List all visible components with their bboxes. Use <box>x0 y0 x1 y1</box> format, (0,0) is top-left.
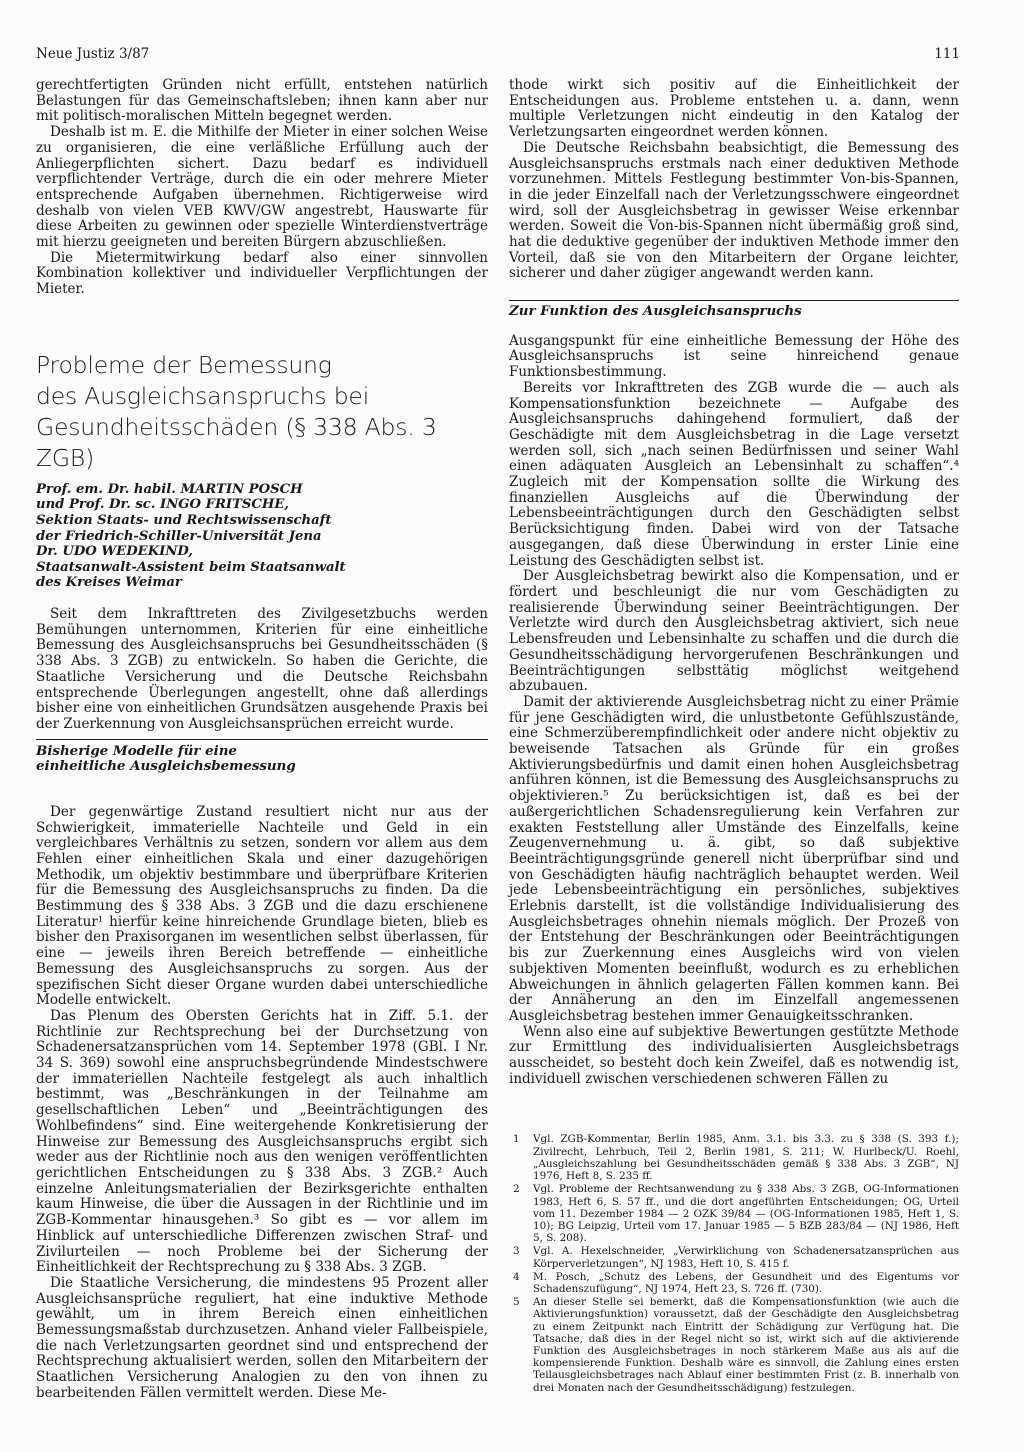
footnote-text: Vgl. A. Hexelschneider, „Verwirklichung von Schadenersatzansprüchen aus Körperverletzungen“, NJ 1983, Heft 10, S. 415 f. <box>533 1245 959 1270</box>
left-column <box>36 78 488 1402</box>
body-paragraph: Der gegenwärtige Zustand resultiert nicht nur aus der Schwierigkeit, immaterielle Nachteile und Geld in ein vergleichbares Verhältnis zu setzen, sondern vor allem aus dem Fehlen einer einheitlichen Skala und einer dazugehörigen Methodik, um objektiv bestimmbare und überprüfbare Kriterien für die Bemessung des Ausgleichsanspruchs zu finden. Da die Bestimmung des § 338 Abs. 3 ZGB und die dazu erschienene Literatur¹ hierfür keine hinreichende Grundlage bieten, blieb es bisher den Praxisorganen im wesentlichen selbst überlassen, für eine — jeweils ihren Bereich betreffende — einheitliche Bemessung des Ausgleichsanspruchs zu sorgen. Aus der spezifischen Sicht dieser Organe wurden dabei unterschiedliche Modelle entwickelt. <box>36 803 488 1009</box>
author-line: des Kreises Weimar <box>36 575 182 591</box>
section-heading-line: einheitliche Ausgleichsbemessung <box>36 758 296 775</box>
page-number: 111 <box>934 46 960 62</box>
title-line: Gesundheitsschäden (§ 338 Abs. 3 ZGB) <box>36 412 437 472</box>
footnote-number: 4 <box>513 1270 520 1283</box>
author-line: und Prof. Dr. sc. INGO FRITSCHE, <box>36 497 290 513</box>
footnote-number: 5 <box>513 1296 520 1309</box>
body-paragraph: Die Deutsche Reichsbahn beabsichtigt, die Bemessung des Ausgleichsanspruchs erstmals nach einer deduktiven Methode vorzunehmen. Mittels Festlegung bestimmter Von-bis-Spannen, in die jeder Einzelfall nach der Verletzungsschwere eingeordnet wird, soll der Ausgleichsbetrag in gewisser Weise erkennbar werden. Soweit die Von-bis-Spannen nicht übermäßig groß sind, hat die deduktive gegenüber der induktiven Methode immer den Vorteil, daß sie von den Mitarbeitern der Organe leichter, sicherer und daher zügiger angewandt werden kann. <box>509 139 959 282</box>
footnote <box>513 1296 959 1394</box>
body-paragraph: thode wirkt sich positiv auf die Einheitlichkeit der Entscheidungen aus. Probleme entstehen u. a. dann, wenn multiple Verletzungen nicht eindeutig in den Katalog der Verletzungsarten eingeordnet werden können. <box>509 77 959 141</box>
section-heading-line: Bisherige Modelle für eine <box>36 742 237 759</box>
page-header <box>36 46 960 66</box>
right-column <box>509 78 959 1395</box>
intro-paragraph: gerechtfertigten Gründen nicht erfüllt, entstehen natürlich Belastungen für das Gemeinschaftsleben; ihnen kann aber nur mit politisch-moralischen Mitteln begegnet werden. <box>36 77 488 125</box>
author-block <box>36 482 488 591</box>
section-heading: Zur Funktion des Ausgleichsanspruchs <box>509 300 959 320</box>
body-paragraph: Damit der aktivierende Ausgleichsbetrag nicht zu einer Prämie für jene Geschädigten wird, die unlustbetonte Gefühlszustände, eine Schmerzüberempfindlichkeit oder andere nicht objektiv zu beweisende Tatsachen als Gründe für ein großes Aktivierungsbedürfnis und damit einen hohen Ausgleichsbetrag anführen können, ist die Bemessung des Ausgleichsanspruchs zu objektivieren.⁵ Zu berücksichtigen ist, daß es bei der außergerichtlichen Schadensregulierung kein Verfahren zur exakten Feststellung aller Umstände des Einzelfalls, keine Zeugenvernehmung u. ä. gibt, so daß subjektive Beeinträchtigungsgründe generell nicht überprüfbar sind und von Geschädigten häufig nachträglich behauptet werden. Weil jede Lebensbeeinträchtigung ein persönliches, subjektives Erlebnis darstellt, ist die vollständige Individualisierung des Ausgleichsbetrages ohnehin niemals möglich. Der Prozeß von der Entstehung der Beschränkungen oder Beeinträchtigungen bis zur Zuerkennung eines Ausgleichs wird von vielen subjektiven Momenten beeinflußt, wodurch es zu erheblichen Abweichungen in ähnlich gelagerten Fällen kommen kann. Bei der Annäherung an den im Einzelfall angemessenen Ausgleichsbetrag bestehen immer Genauigkeitsschranken. <box>509 693 959 1024</box>
journal-issue: Neue Justiz 3/87 <box>36 46 150 62</box>
author-line: Dr. UDO WEDEKIND, <box>36 544 193 560</box>
footnote <box>513 1133 959 1182</box>
footnote <box>513 1245 959 1269</box>
author-line: Prof. em. Dr. habil. MARTIN POSCH <box>36 481 303 497</box>
footnote-number: 1 <box>513 1133 520 1146</box>
section-heading <box>36 739 488 775</box>
body-paragraph: Das Plenum des Obersten Gerichts hat in Ziff. 5.1. der Richtlinie zur Rechtsprechung bei der Durchsetzung von Schadenersatzansprüchen vom 14. September 1978 (GBl. I Nr. 34 S. 369) sowohl eine anspruchsbegründende Mindestschwere der immateriellen Nachteile festgelegt als auch inhaltlich bestimmt, was „Beschränkungen in der Teilnahme am gesellschaftlichen Leben“ und „Beeinträchtigungen des Wohlbefindens“ sind. Eine weitergehende Konkretisierung der Hinweise zur Bemessung des Ausgleichsanspruchs ergibt sich weder aus der Richtlinie noch aus den wenigen veröffentlichten gerichtlichen Entscheidungen zu § 338 Abs. 3 ZGB.² Auch einzelne Anleitungsmaterialien der Bezirksgerichte enthalten kaum Hinweise, die über die Aussagen in der Richtlinie und im ZGB-Kommentar hinausgehen.³ So gibt es — vor allem im Hinblick auf unterschiedliche Differenzen zwischen Straf- und Zivilurteilen — noch Probleme bei der Sicherung der Einheitlichkeit der Rechtsprechung zu § 338 Abs. 3 ZGB. <box>36 1007 488 1276</box>
footnote <box>513 1183 959 1244</box>
author-line: der Friedrich-Schiller-Universität Jena <box>36 528 322 544</box>
footnote-number: 3 <box>513 1245 520 1258</box>
footnote-text: An dieser Stelle sei bemerkt, daß die Kompensationsfunktion (wie auch die Aktivierungsfunktion) voraussetzt, daß der Geschädigte den Ausgleichsbetrag zu einem Zeitpunkt nach Eintritt der Schädigung zur Verfügung hat. Die Tatsache, daß dies in der Regel nicht so ist, wirkt sich auf die aktivierende Funktion des Ausgleichsbetrages in noch stärkerem Maße aus als auf die kompensierende Funktion. Deshalb wäre es sinnvoll, die Zahlung eines ersten Teilausgleichsbetrages nach Ablauf einer bestimmten Frist (z. B. innerhalb von drei Monaten nach der Gesundheitsschädigung) festzulegen. <box>533 1296 959 1394</box>
footnote-text: M. Posch, „Schutz des Lebens, der Gesundheit und des Eigentums vor Schadenszufügung“, NJ 1974, Heft 23, S. 726 ff. (730). <box>533 1270 959 1295</box>
body-paragraph: Die Staatliche Versicherung, die mindestens 95 Prozent aller Ausgleichsansprüche reguliert, hat eine induktive Methode gewählt, um in ihrem Bereich einen einheitlichen Bemessungsmaßstab durchzusetzen. Anhand vieler Fallbeispiele, die nach Verletzungsarten geordnet sind und entsprechend der Rechtsprechung aktualisiert werden, sollen den Mitarbeitern der Staatlichen Versicherung Analogien zu den von ihnen zu bearbeitenden Fällen vermittelt werden. Diese Me- <box>36 1274 488 1401</box>
body-paragraph: Der Ausgleichsbetrag bewirkt also die Kompensation, und er fördert und beschleunigt die nur vom Geschädigten zu realisierende Überwindung seiner Beeinträchtigungen. Der Verletzte wird durch den Ausgleichsbetrag aktiviert, sich neue Lebensfreuden und Lebensinhalte zu schaffen und die durch die Gesundheitsschädigung hervorgerufenen Beschränkungen und Beeinträchtigungen selbsttätig möglichst weitgehend abzubauen. <box>509 568 959 695</box>
footnote <box>513 1271 959 1295</box>
article-title <box>36 350 488 474</box>
abstract: Seit dem Inkrafttreten des Zivilgesetzbuchs werden Bemühungen unternommen, Kriterien für eine einheitliche Bemessung des Ausgleichsanspruchs bei Gesundheitsschäden (§ 338 Abs. 3 ZGB) zu entwickeln. So haben die Gerichte, die Staatliche Versicherung und die Deutsche Reichsbahn entsprechende Überlegungen angestellt, ohne daß allerdings bisher eine von einheitlichen Grundsätzen ausgehende Praxis bei der Zuerkennung von Ausgleichsansprüchen erreicht wurde. <box>36 606 488 732</box>
author-line: Staatsanwalt-Assistent beim Staatsanwalt <box>36 559 346 575</box>
title-line: des Ausgleichsanspruchs bei <box>36 381 370 410</box>
footnotes <box>509 1133 959 1393</box>
footnote-number: 2 <box>513 1183 520 1196</box>
intro-paragraph: Deshalb ist m. E. die Mithilfe der Mieter in einer solchen Weise zu organisieren, die eine verläßliche Erfüllung auch der Anliegerpflichten sichert. Dazu bedarf es individuell verpflichtender Verträge, durch die ein oder mehrere Mieter entsprechende Aufgaben übernehmen. Richtigerweise wird deshalb von vielen VEB KWV/GW angestrebt, Hauswarte für diese Arbeiten zu gewinnen oder spezielle Winterdienstverträge mit hierzu geeigneten und bereiten Bürgern abzuschließen. <box>36 124 488 251</box>
body-paragraph: Bereits vor Inkrafttreten des ZGB wurde die — auch als Kompensationsfunktion bezeichnete — Aufgabe des Ausgleichsanspruchs dahingehend formuliert, daß der Geschädigte mit dem Ausgleichsbetrag in die Lage versetzt werden soll, sich „nach seinen Bedürfnissen und seiner Wahl einen adäquaten Ausgleich an Lebensinhalt zu schaffen“.⁴ Zugleich mit der Kompensation sollte die Wirkung des finanziellen Ausgleichs auf die Überwindung der Lebensbeeinträchtigungen durch den Geschädigten selbst Berücksichtigung finden. Dabei wird von der Tatsache ausgegangen, daß diese Überwindung in erster Linie eine Leistung des Geschädigten selbst ist. <box>509 379 959 569</box>
title-line: Probleme der Bemessung <box>36 350 332 379</box>
footnote-text: Vgl. Probleme der Rechtsanwendung zu § 338 Abs. 3 ZGB, OG-Informationen 1983, Heft 6, S. 57 ff., und die dort angeführten Entscheidungen; OG, Urteil vom 11. Dezember 1984 — 2 OZK 39/84 — (OG-Informationen 1985, Heft 1, S. 10); BG Leipzig, Urteil vom 17. Januar 1985 — 5 BZB 283/84 — (NJ 1986, Heft 5, S. 208). <box>533 1183 959 1245</box>
intro-paragraph: Die Mietermitwirkung bedarf also einer sinnvollen Kombination kollektiver und individueller Verpflichtungen der Mieter. <box>36 249 488 298</box>
author-line: Sektion Staats- und Rechtswissenschaft <box>36 513 332 529</box>
body-paragraph: Ausgangspunkt für eine einheitliche Bemessung der Höhe des Ausgleichsanspruchs ist seine hinreichend genaue Funktionsbestimmung. <box>509 332 959 381</box>
body-paragraph: Wenn also eine auf subjektive Bewertungen gestützte Methode zur Ermittlung des individualisierten Ausgleichsbetrags ausscheidet, so besteht doch kein Zweifel, daß es notwendig ist, individuell zwischen verschiedenen schweren Fällen zu <box>509 1023 959 1087</box>
footnote-text: Vgl. ZGB-Kommentar, Berlin 1985, Anm. 3.1. bis 3.3. zu § 338 (S. 393 f.); Zivilrecht, Lehrbuch, Teil 2, Berlin 1981, S. 211; W. Hurlbeck/U. Roehl, „Ausgleichszahlung bei Gesundheitsschäden gemäß § 338 Abs. 3 ZGB“, NJ 1976, Heft 8, S. 235 ff. <box>533 1133 959 1183</box>
